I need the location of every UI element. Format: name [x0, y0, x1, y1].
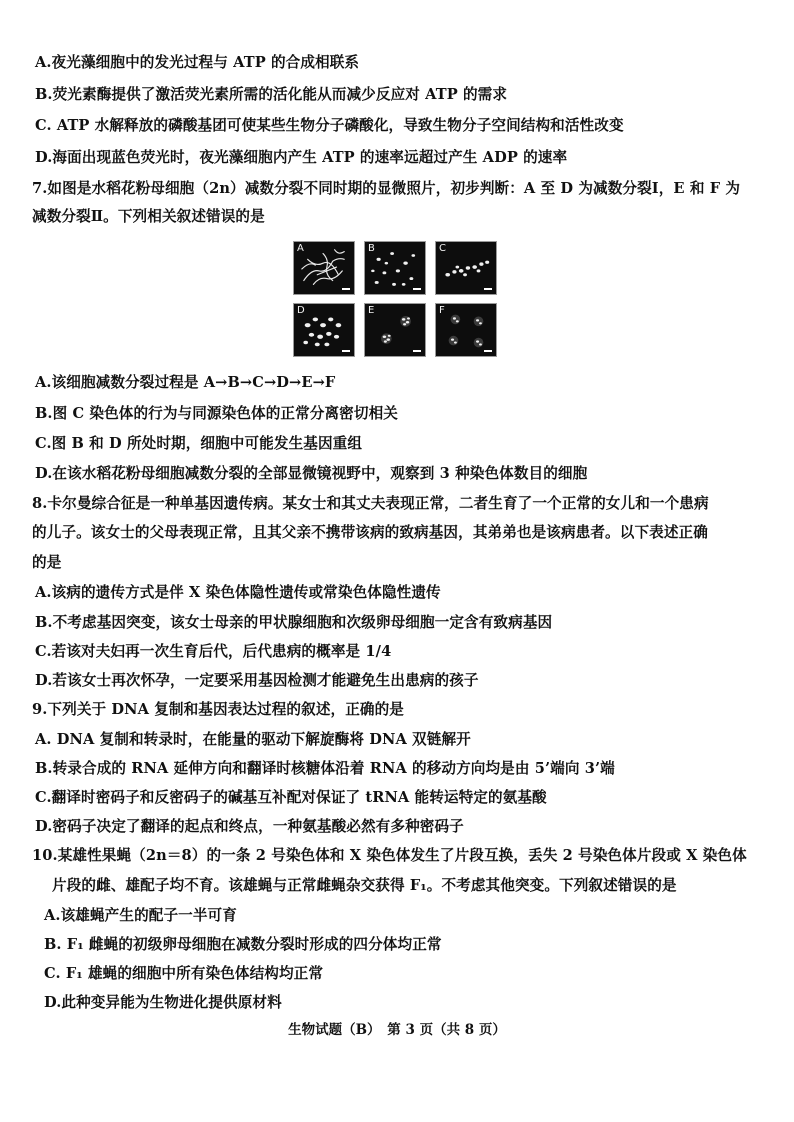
scale-bar [342, 350, 350, 352]
q7-option-c: C.图 B 和 D 所处时期，细胞中可能发生基因重组 [35, 435, 363, 452]
chromosome-quartet-image [436, 304, 496, 356]
q9-option-c: C.翻译时密码子和反密码子的碱基互补配对保证了 tRNA 能转运特定的氨基酸 [35, 789, 547, 806]
micrograph-figure [293, 241, 497, 357]
q9-option-a: A. DNA 复制和转录时，在能量的驱动下解旋酶将 DNA 双链解开 [35, 731, 471, 748]
micrograph-panel-b [364, 241, 426, 295]
q7-option-a: A.该细胞减数分裂过程是 A→B→C→D→E→F [35, 374, 336, 391]
panel-label-b: B [368, 243, 375, 254]
panel-label-a: A [297, 243, 304, 254]
q8-stem: 8.卡尔曼综合征是一种单基因遗传病。某女士和其丈夫表现正常，二者生育了一个正常的女儿和一个患病 [32, 495, 709, 512]
q7-option-d: D.在该水稻花粉母细胞减数分裂的全部显微镜视野中，观察到 3 种染色体数目的细胞 [35, 465, 588, 482]
q7-stem-cont: 减数分裂Ⅱ。下列相关叙述错误的是 [32, 208, 265, 225]
q10-option-a: A.该雄蝇产生的配子一半可育 [44, 907, 237, 924]
scale-bar [413, 350, 421, 352]
q6-option-c: C. ATP 水解释放的磷酸基团可使某些生物分子磷酸化，导致生物分子空间结构和活性改变 [35, 117, 624, 134]
q7-option-b: B.图 C 染色体的行为与同源染色体的正常分离密切相关 [35, 405, 398, 422]
panel-label-f: F [439, 305, 445, 316]
panel-label-d: D [297, 305, 305, 316]
q8-option-c: C.若该对夫妇再一次生育后代，后代患病的概率是 1/4 [35, 643, 392, 660]
q8-option-a: A.该病的遗传方式是伴 X 染色体隐性遗传或常染色体隐性遗传 [35, 584, 441, 601]
panel-label-e: E [368, 305, 375, 316]
q8-option-b: B.不考虑基因突变，该女士母亲的甲状腺细胞和次级卵母细胞一定含有致病基因 [35, 614, 553, 631]
q10-option-d: D.此种变异能为生物进化提供原材料 [44, 994, 282, 1011]
q8-stem-cont-2: 的是 [32, 554, 62, 571]
q10-option-b: B. F₁ 雌蝇的初级卵母细胞在减数分裂时形成的四分体均正常 [44, 936, 442, 953]
q6-option-b: B.荧光素酶提供了激活荧光素所需的活化能从而减少反应对 ATP 的需求 [35, 86, 508, 103]
q6-option-d: D.海面出现蓝色荧光时，夜光藻细胞内产生 ATP 的速率远超过产生 ADP 的速率 [35, 149, 568, 166]
q8-stem-cont-1: 的儿子。该女士的父母表现正常，且其父亲不携带该病的致病基因，其弟弟也是该病患者。以下表述正确 [32, 524, 708, 541]
micrograph-panel-c [435, 241, 497, 295]
scale-bar [484, 288, 492, 290]
q9-stem: 9.下列关于 DNA 复制和基因表达过程的叙述，正确的是 [32, 701, 404, 718]
panel-label-c: C [439, 243, 446, 254]
micrograph-panel-e [364, 303, 426, 357]
q10-stem-cont: 片段的雌、雄配子均不育。该雄蝇与正常雌蝇杂交获得 F₁。不考虑其他突变。下列叙述错误的是 [52, 877, 677, 894]
q10-option-c: C. F₁ 雄蝇的细胞中所有染色体结构均正常 [44, 965, 324, 982]
micrograph-panel-f [435, 303, 497, 357]
scale-bar [484, 350, 492, 352]
q9-option-b: B.转录合成的 RNA 延伸方向和翻译时核糖体沿着 RNA 的移动方向均是由 5’端向 3’端 [35, 760, 615, 777]
q7-stem: 7.如图是水稻花粉母细胞（2n）减数分裂不同时期的显微照片，初步判断：A 至 D 为减数分裂Ⅰ，E 和 F 为 [32, 180, 741, 197]
q6-option-a: A.夜光藻细胞中的发光过程与 ATP 的合成相联系 [35, 54, 360, 71]
micrograph-panel-a [293, 241, 355, 295]
scale-bar [413, 288, 421, 290]
q9-option-d: D.密码子决定了翻译的起点和终点，一种氨基酸必然有多种密码子 [35, 818, 464, 835]
scale-bar [342, 288, 350, 290]
q10-stem: 10.某雄性果蝇（2n＝8）的一条 2 号染色体和 X 染色体发生了片段互换，丢失 2 号染色体片段或 X 染色体 [32, 847, 747, 864]
q8-option-d: D.若该女士再次怀孕，一定要采用基因检测才能避免生出患病的孩子 [35, 672, 479, 689]
page-footer: 生物试题（B） 第 3 页（共 8 页） [288, 1022, 506, 1038]
micrograph-panel-d [293, 303, 355, 357]
